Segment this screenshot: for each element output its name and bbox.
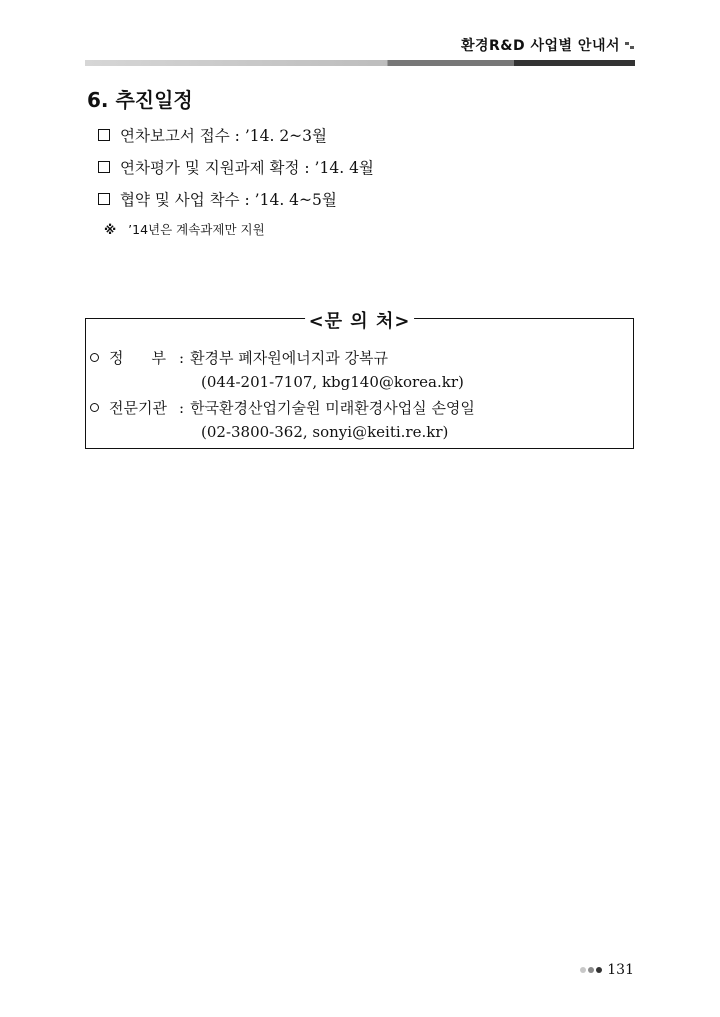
schedule-item: [98, 188, 337, 210]
contact-value: 환경부 폐자원에너지과 강복규: [190, 349, 388, 367]
page-number: 131: [607, 962, 634, 978]
contact-entry-agency: [90, 397, 475, 418]
contact-title: <문 의 처>: [305, 307, 415, 333]
contact-box: [85, 311, 634, 449]
page-dots-icon: [580, 967, 602, 973]
schedule-item-text: 연차보고서 접수 : ’14. 2~3월: [120, 127, 328, 145]
contact-entry-ministry: [90, 347, 388, 368]
section-title: 6. 추진일정: [87, 88, 193, 112]
contact-colon: :: [179, 398, 185, 417]
schedule-item-text: 협약 및 사업 착수 : ’14. 4~5월: [120, 191, 337, 209]
bullet-circle-icon: [90, 403, 99, 412]
contact-colon: :: [179, 348, 185, 367]
checkbox-icon: [98, 161, 110, 173]
checkbox-icon: [98, 193, 110, 205]
checkbox-icon: [98, 129, 110, 141]
contact-label-part: 정: [109, 349, 124, 367]
contact-label-part: 부: [151, 349, 166, 367]
contact-detail: (02-3800-362, sonyi@keiti.re.kr): [201, 423, 449, 441]
note-mark: ※: [104, 222, 117, 237]
schedule-item: [98, 124, 327, 146]
contact-value: 한국환경산업기술원 미래환경사업실 손영일: [190, 399, 475, 417]
schedule-item-text: 연차평가 및 지원과제 확정 : ’14. 4월: [120, 159, 374, 177]
contact-label: 전문기관: [109, 399, 167, 417]
header-rule: [85, 60, 635, 66]
schedule-item: [98, 156, 374, 178]
note-text: ’14년은 계속과제만 지원: [128, 222, 265, 237]
header-title: 환경R&D 사업별 안내서: [460, 38, 620, 54]
page-footer: [580, 962, 634, 978]
note: [104, 220, 265, 238]
contact-label: [109, 347, 173, 368]
contact-detail: (044-201-7107, kbg140@korea.kr): [201, 373, 464, 391]
header-corner-icon: [625, 42, 634, 49]
bullet-circle-icon: [90, 353, 99, 362]
